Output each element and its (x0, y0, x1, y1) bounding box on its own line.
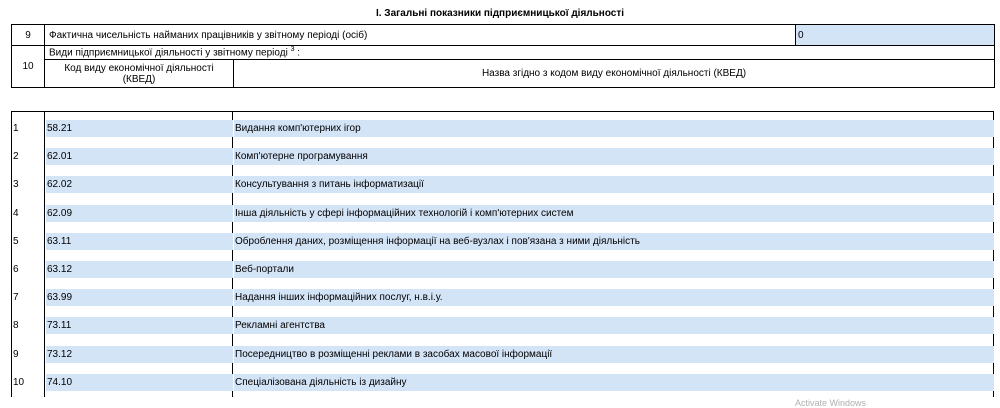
general-indicators-table (11, 24, 995, 88)
activity-row (12, 366, 993, 394)
activity-index: 7 (13, 289, 44, 306)
kved-code-field[interactable]: 62.02 (46, 176, 233, 193)
kved-name-field[interactable]: Веб-портали (234, 261, 994, 278)
activity-row (12, 281, 993, 309)
activity-row (12, 168, 993, 196)
kved-code-field[interactable]: 63.99 (46, 289, 233, 306)
activity-index: 10 (13, 374, 44, 391)
kved-name-field[interactable]: Консультування з питань інформатизації (234, 176, 994, 193)
employees-label: Фактична чисельність найманих працівників у звітному періоді (осіб) (45, 25, 796, 46)
kved-name-field[interactable]: Оброблення даних, розміщення інформації на веб-вузлах і пов'язана з ними діяльність (234, 233, 994, 250)
kved-code-field[interactable]: 73.11 (46, 317, 233, 334)
activities-columns-row (12, 60, 995, 88)
activity-row (12, 338, 993, 366)
kved-name-field[interactable]: Посередництво в розміщенні реклами в засобах масової інформації (234, 346, 994, 363)
activity-row (12, 253, 993, 281)
section-title: І. Загальні показники підприємницької діяльності (375, 8, 625, 19)
activity-index: 1 (13, 120, 44, 137)
kved-name-field[interactable]: Надання інших інформаційних послуг, н.в.і.у. (234, 289, 994, 306)
activity-index: 3 (13, 176, 44, 193)
row-number: 9 (12, 25, 45, 46)
kved-name-field[interactable]: Спеціалізована діяльність із дизайну (234, 374, 994, 391)
activity-index: 9 (13, 346, 44, 363)
activity-index: 2 (13, 148, 44, 165)
kved-code-field[interactable]: 73.12 (46, 346, 233, 363)
watermark: Activate Windows (795, 398, 867, 408)
footnote-marker: 3 (290, 46, 295, 54)
kved-code-field[interactable]: 62.01 (46, 148, 233, 165)
activities-header-row (12, 46, 995, 60)
kved-name-column-header: Назва згідно з кодом виду економічної діяльності (КВЕД) (234, 60, 995, 88)
activity-index: 5 (13, 233, 44, 250)
kved-code-field[interactable]: 74.10 (46, 374, 233, 391)
activity-index: 6 (13, 261, 44, 278)
activities-label: Види підприємницької діяльності у звітному періоді $^3$ : (45, 46, 995, 60)
kved-name-field[interactable]: Видання комп'ютерних ігор (234, 120, 994, 137)
activity-row (12, 112, 993, 140)
kved-code-field[interactable]: 58.21 (46, 120, 233, 137)
activity-row (12, 140, 993, 168)
activity-index: 4 (13, 205, 44, 222)
kved-name-field[interactable]: Комп'ютерне програмування (234, 148, 994, 165)
employees-count-input[interactable]: 0 (796, 25, 995, 46)
kved-code-field[interactable]: 62.09 (46, 205, 233, 222)
row-number: 10 (12, 46, 45, 88)
activity-row (12, 197, 993, 225)
kved-code-column-header: Код виду економічної діяльності (КВЕД) (45, 60, 234, 88)
activities-list (11, 111, 994, 397)
kved-code-field[interactable]: 63.11 (46, 233, 233, 250)
activity-index: 8 (13, 317, 44, 334)
kved-name-field[interactable]: Рекламні агентства (234, 317, 994, 334)
activity-row (12, 225, 993, 253)
kved-name-field[interactable]: Інша діяльність у сфері інформаційних технологій і комп'ютерних систем (234, 205, 994, 222)
kved-code-field[interactable]: 63.12 (46, 261, 233, 278)
activity-row (12, 309, 993, 337)
employees-row (12, 25, 995, 46)
